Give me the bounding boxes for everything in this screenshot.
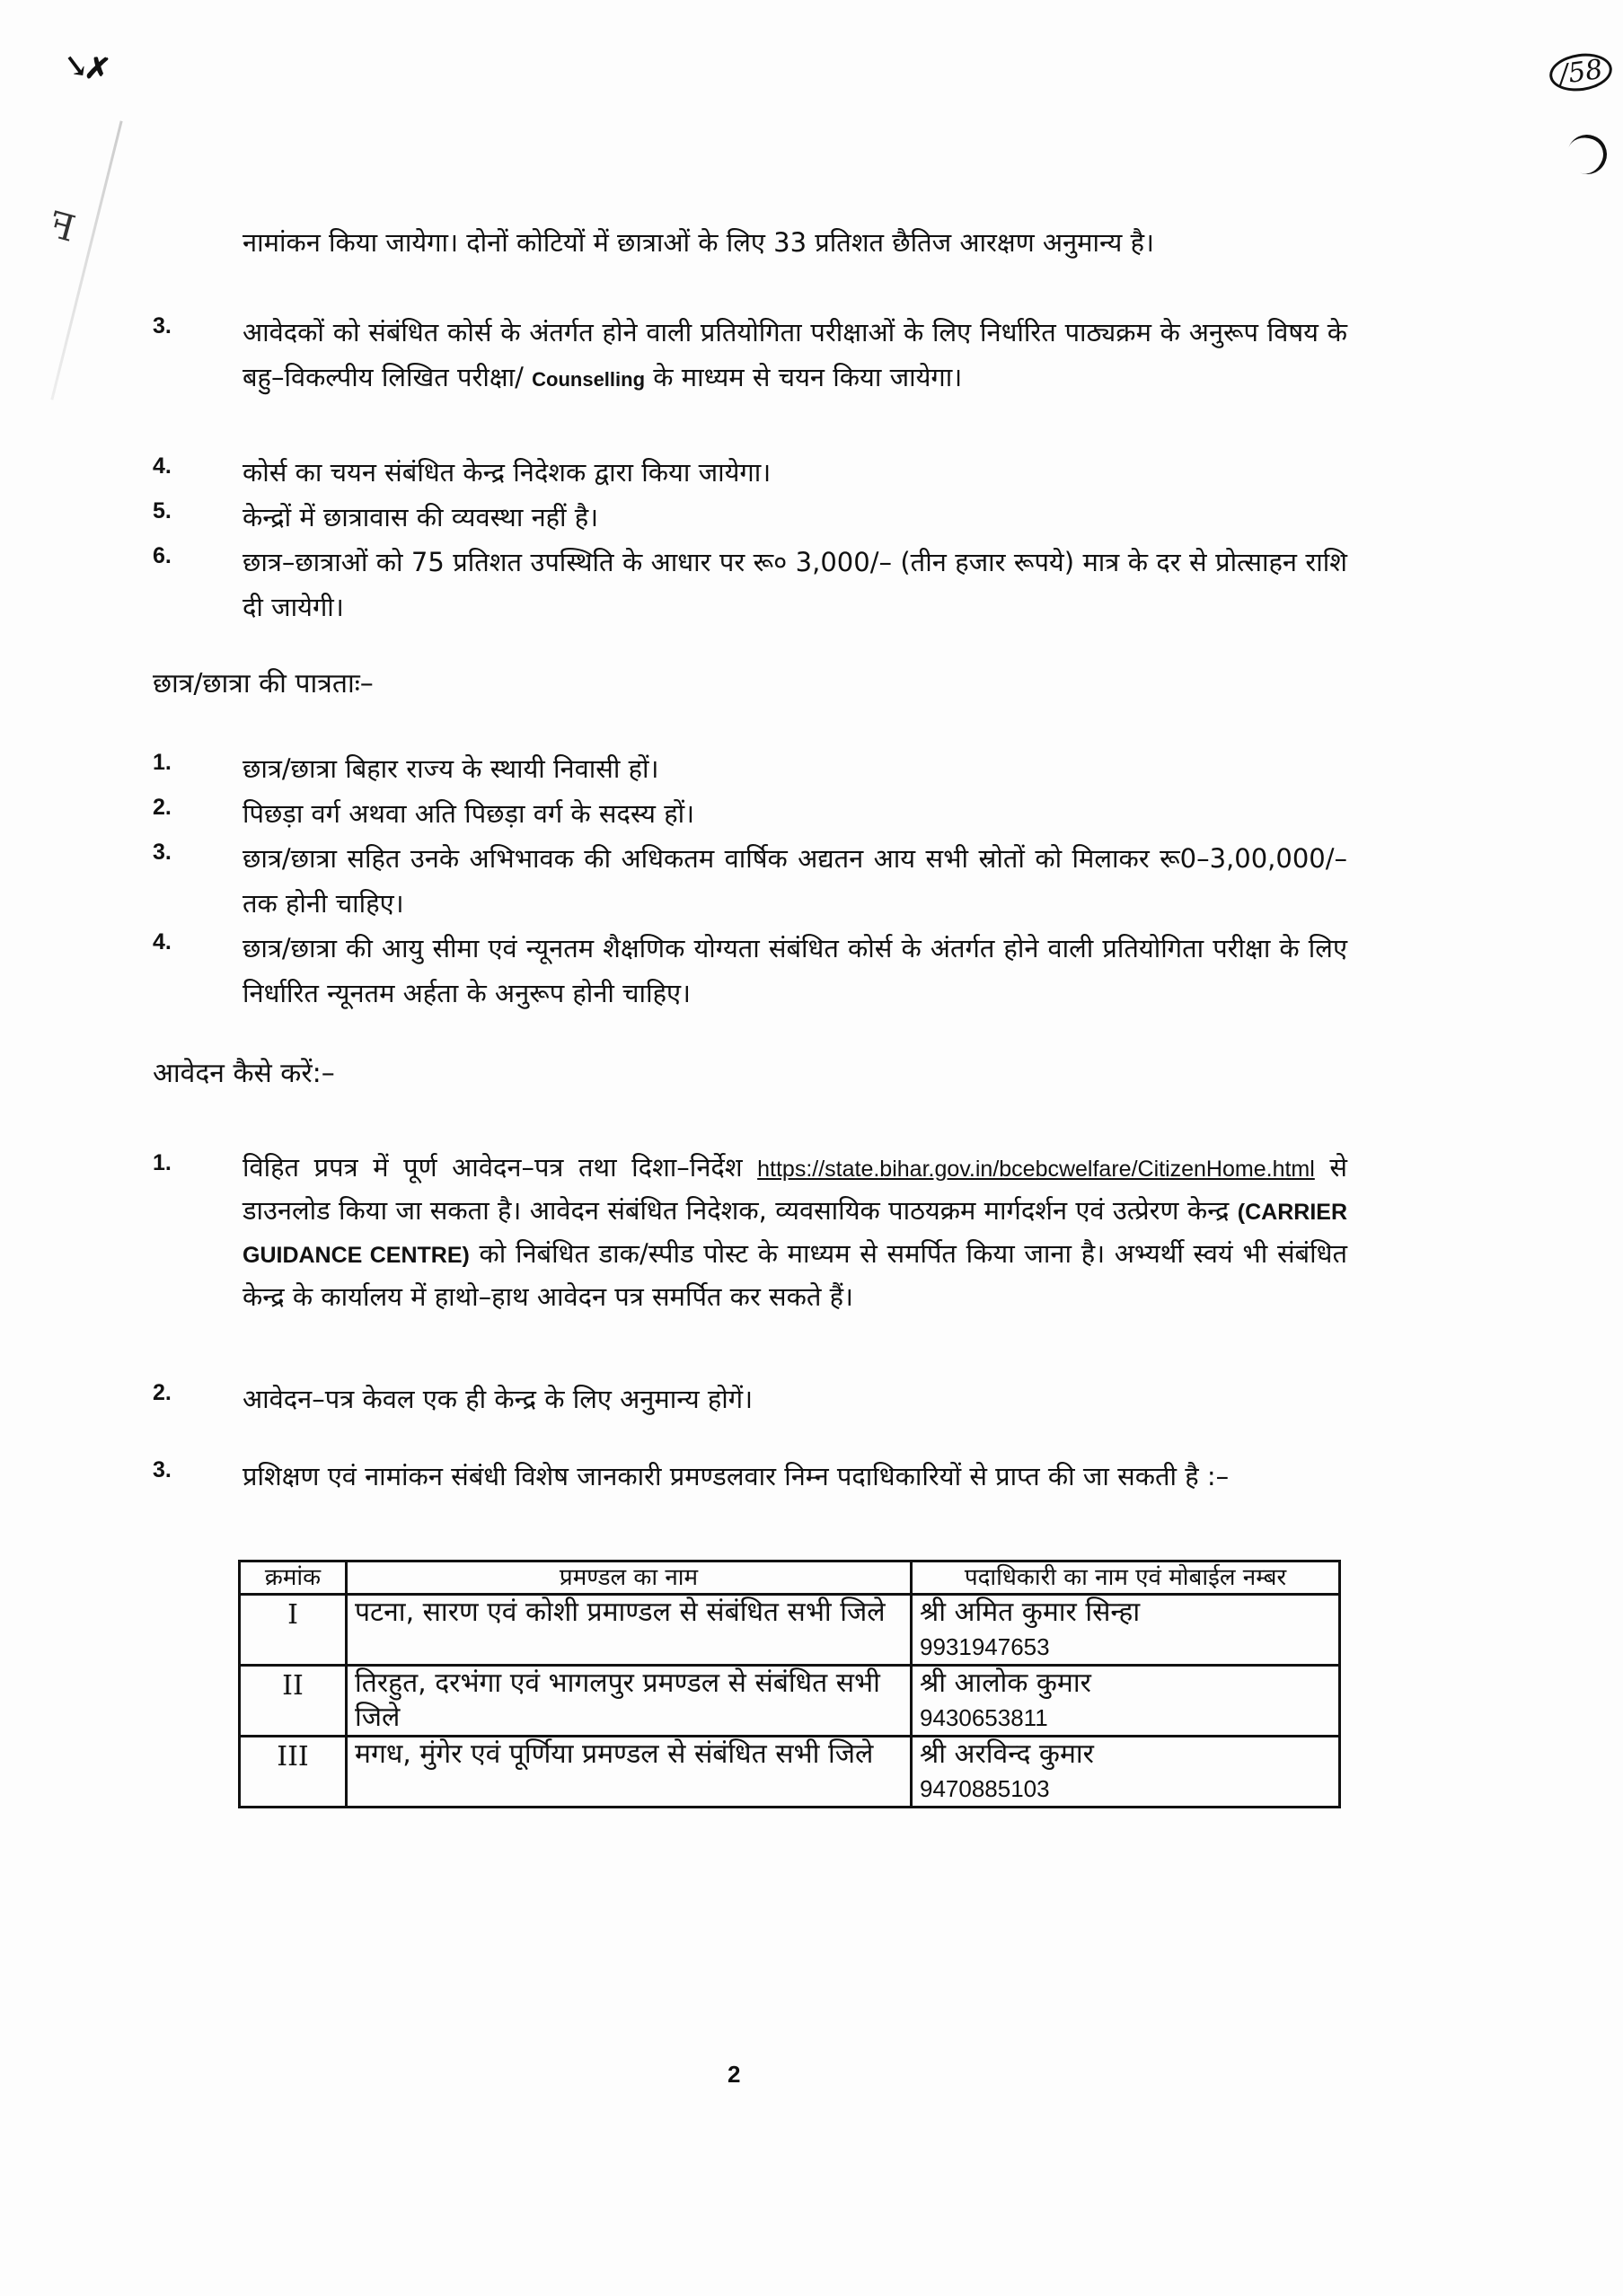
point-text-part: आवेदकों को संबंधित कोर्स के अंतर्गत होने वाली प्रतियोगिता परीक्षाओं के लिए निर्धारित पाठ्यक्रम के अनुरूप विषय के बहु–विकल्पीय लिखित परीक्षा/ bbox=[243, 317, 1347, 392]
handwritten-arc-mark bbox=[1562, 129, 1612, 180]
officer-name: श्री अमित कुमार सिन्हा bbox=[920, 1597, 1141, 1628]
row-division: तिरहुत, दरभंगा एवं भागलपुर प्रमण्डल से संबंधित सभी जिले bbox=[347, 1666, 912, 1737]
handwritten-page-mark bbox=[1549, 54, 1612, 91]
point-number: 5. bbox=[153, 498, 172, 523]
apply-number: 1. bbox=[153, 1150, 172, 1175]
point-item bbox=[153, 495, 1347, 540]
apply-text: प्रशिक्षण एवं नामांकन संबंधी विशेष जानकारी प्रमण्डलवार निम्न पदाधिकारियों से प्राप्त की जा सकती है :– bbox=[243, 1461, 1230, 1491]
apply-text-part: को निबंधित डाक/स्पीड पोस्ट के माध्यम से समर्पित किया जाना है। अभ्यर्थी स्वयं भी संबंधित केन्द्र के कार्यालय में हाथो–हाथ आवेदन पत्र समर्पित कर सकते हैं। bbox=[243, 1238, 1347, 1312]
point-text: छात्र–छात्राओं को 75 प्रतिशत उपस्थिति के आधार पर रू० 3,000/– (तीन हजार रूपये) मात्र के दर से प्रोत्साहन राशि दी जायेगी। bbox=[243, 547, 1347, 622]
eligibility-text: छात्र/छात्रा बिहार राज्य के स्थायी निवासी हों। bbox=[243, 753, 659, 784]
officer-mobile: 9931947653 bbox=[920, 1633, 1050, 1660]
eligibility-text: छात्र/छात्रा सहित उनके अभिभावक की अधिकतम वार्षिक अद्यतन आय सभी स्रोतों को मिलाकर रू0–3,00,000/– तक होनी चाहिए। bbox=[243, 843, 1347, 919]
intro-text: नामांकन किया जायेगा। दोनों कोटियों में छात्राओं के लिए 33 प्रतिशत छैतिज आरक्षण अनुमान्य है। bbox=[243, 227, 1154, 258]
table-header-row bbox=[240, 1561, 1340, 1595]
point-number: 6. bbox=[153, 543, 172, 568]
apply-number: 3. bbox=[153, 1457, 172, 1482]
apply-text: आवेदन–पत्र केवल एक ही केन्द्र के लिए अनुमान्य होगें। bbox=[243, 1384, 754, 1414]
eligibility-number: 2. bbox=[153, 795, 172, 820]
page-number: 2 bbox=[728, 2061, 741, 2088]
eligibility-text: छात्र/छात्रा की आयु सीमा एवं न्यूनतम शैक्षणिक योग्यता संबंधित कोर्स के अंतर्गत होने वाली प्रतियोगिता परीक्षा के लिए निर्धारित न्यूनतम अर्हता के अनुरूप होनी चाहिए। bbox=[243, 933, 1347, 1008]
centre-english-name: (CARRIER GUIDANCE CENTRE) bbox=[243, 1200, 1347, 1268]
row-officer-cell bbox=[912, 1666, 1340, 1737]
point-item bbox=[153, 450, 1347, 495]
eligibility-heading: छात्र/छात्रा की पात्रताः– bbox=[153, 668, 374, 699]
eligibility-text: पिछड़ा वर्ग अथवा अति पिछड़ा वर्ग के सदस्य हों। bbox=[243, 798, 695, 829]
handwritten-page-mark-text: /58 bbox=[1547, 49, 1614, 94]
row-officer-cell bbox=[912, 1737, 1340, 1808]
header-serial: क्रमांक bbox=[240, 1561, 347, 1595]
paper-fold-line bbox=[50, 120, 122, 400]
row-serial: III bbox=[240, 1737, 347, 1808]
table-row bbox=[240, 1666, 1340, 1737]
handwritten-mark-left: ꟻ bbox=[44, 204, 80, 251]
officer-mobile: 9430653811 bbox=[920, 1704, 1048, 1731]
point-text: कोर्स का चयन संबंधित केन्द्र निदेशक द्वारा किया जायेगा। bbox=[243, 457, 772, 488]
point-text-part: के माध्यम से चयन किया जायेगा। bbox=[645, 362, 963, 392]
row-division: पटना, सारण एवं कोशी प्रमाण्डल से संबंधित सभी जिले bbox=[347, 1595, 912, 1666]
point-item bbox=[153, 310, 1347, 444]
eligibility-number: 3. bbox=[153, 840, 172, 865]
apply-item bbox=[153, 1454, 1347, 1544]
table-row bbox=[240, 1595, 1340, 1666]
apply-number: 2. bbox=[153, 1380, 172, 1405]
download-link[interactable]: https://state.bihar.gov.in/bcebcwelfare/CitizenHome.html bbox=[757, 1157, 1315, 1182]
eligibility-item bbox=[153, 791, 1347, 836]
eligibility-item bbox=[153, 746, 1347, 791]
eligibility-number: 4. bbox=[153, 929, 172, 954]
eligibility-item bbox=[153, 836, 1347, 926]
row-division: मगध, मुंगेर एवं पूर्णिया प्रमण्डल से संबंधित सभी जिले bbox=[347, 1737, 912, 1808]
header-officer: पदाधिकारी का नाम एवं मोबाईल नम्बर bbox=[912, 1561, 1340, 1595]
apply-text-part: से डाउनलोड किया जा सकता है। आवेदन संबंधित निदेशक, व्यवसायिक पाठयक्रम मार्गदर्शन एवं उत्प्रेरण केन्द्र bbox=[243, 1152, 1347, 1226]
officer-mobile: 9470885103 bbox=[920, 1775, 1050, 1802]
row-serial: II bbox=[240, 1666, 347, 1737]
handwritten-mark-top-left: ↘✗ bbox=[60, 46, 110, 89]
officer-name: श्री आलोक कुमार bbox=[920, 1667, 1091, 1699]
point-text: केन्द्रों में छात्रावास की व्यवस्था नहीं है। bbox=[243, 502, 599, 532]
eligibility-item bbox=[153, 926, 1347, 1016]
counselling-term: Counselling bbox=[532, 368, 646, 391]
apply-text-part: विहित प्रपत्र में पूर्ण आवेदन–पत्र तथा दिशा–निर्देश bbox=[243, 1152, 758, 1183]
point-number: 3. bbox=[153, 313, 172, 339]
intro-paragraph bbox=[153, 220, 1347, 310]
document-body bbox=[153, 220, 1347, 1544]
apply-item bbox=[153, 1377, 1347, 1421]
point-text bbox=[243, 310, 1347, 402]
header-division: प्रमण्डल का नाम bbox=[347, 1561, 912, 1595]
officers-table bbox=[238, 1560, 1341, 1808]
point-item bbox=[153, 540, 1347, 629]
row-officer-cell bbox=[912, 1595, 1340, 1666]
point-number: 4. bbox=[153, 453, 172, 479]
eligibility-number: 1. bbox=[153, 750, 172, 775]
apply-text bbox=[243, 1147, 1347, 1317]
row-serial: I bbox=[240, 1595, 347, 1666]
how-to-apply-heading: आवेदन कैसे करें:– bbox=[153, 1058, 335, 1089]
table-row bbox=[240, 1737, 1340, 1808]
officer-name: श्री अरविन्द कुमार bbox=[920, 1738, 1094, 1770]
apply-item bbox=[153, 1147, 1347, 1353]
